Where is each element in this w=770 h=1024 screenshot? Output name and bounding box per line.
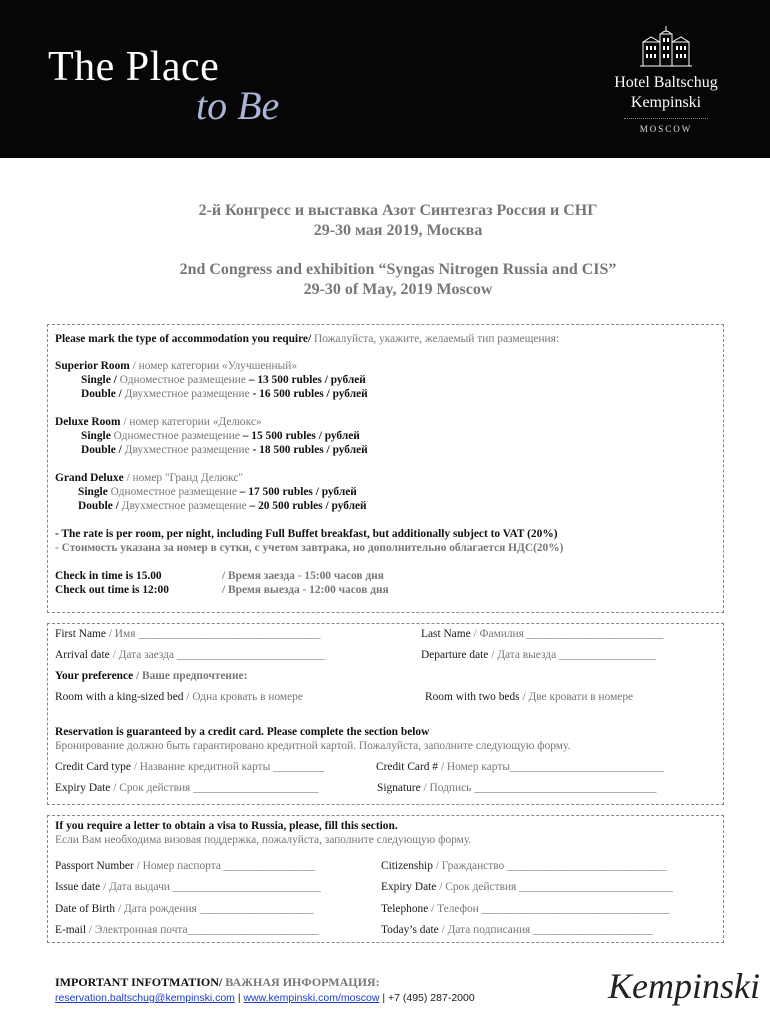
reservation-email-link[interactable]: reservation.baltschug@kempinski.com xyxy=(55,992,235,1004)
hotel-city: MOSCOW xyxy=(639,124,693,134)
important-info-heading: IMPORTANT INFOTMATION/ ВАЖНАЯ ИНФОРМАЦИЯ: xyxy=(55,975,380,989)
contact-line: reservation.baltschug@kempinski.com | www.kempinski.com/moscow | +7 (495) 287-2000 xyxy=(55,992,475,1004)
passport-number-field[interactable]: Passport Number / Номер паспорта ________________ xyxy=(55,860,315,872)
first-name-field[interactable]: First Name / Имя ________________________________ xyxy=(55,628,321,640)
hotel-building-icon xyxy=(639,24,693,68)
guarantee-heading-ru: Бронирование должно быть гарантировано кредитной картой. Пожалуйста, заполните следующую форму. xyxy=(55,740,571,752)
telephone-field[interactable]: Telephone / Телефон _________________________________ xyxy=(381,903,670,915)
king-bed-option[interactable]: Room with a king-sized bed / Одна кровать в номере xyxy=(55,691,303,703)
tagline-line1: The Place xyxy=(48,44,220,90)
visa-heading-ru: Если Вам необходима визовая поддержка, пожалуйста, заполните следующую форму. xyxy=(55,834,472,846)
hotel-name-line1: Hotel Baltschug xyxy=(614,74,718,91)
two-beds-option[interactable]: Room with two beds / Две кровати в номере xyxy=(425,691,634,703)
title-en-line1: 2nd Congress and exhibition “Syngas Nitrogen Russia and CIS” xyxy=(179,261,617,278)
card-type-field[interactable]: Credit Card type / Название кредитной карты _________ xyxy=(55,761,325,773)
title-en-line2: 29-30 of May, 2019 Moscow xyxy=(303,281,493,298)
date-of-birth-field[interactable]: Date of Birth / Дата рождения ____________________ xyxy=(55,903,314,915)
card-expiry-field[interactable]: Expiry Date / Срок действия ______________________ xyxy=(55,782,319,794)
deluxe-room-heading: Deluxe Room / номер категории «Делюкс» xyxy=(55,416,262,428)
deluxe-single-option[interactable]: Single Одноместное размещение – 15 500 rubles / рублей xyxy=(81,430,360,442)
guarantee-heading-en: Reservation is guaranteed by a credit card. Please complete the section below xyxy=(55,726,430,738)
grand-single-option[interactable]: Single Одноместное размещение – 17 500 rubles / рублей xyxy=(78,486,357,498)
visa-heading-en: If you require a letter to obtain a visa to Russia, please, fill this section. xyxy=(55,820,398,832)
checkin-en: Check in time is 15.00 xyxy=(55,570,162,582)
header-banner xyxy=(0,0,770,158)
phone-number: +7 (495) 287-2000 xyxy=(387,992,475,1004)
rate-note-ru: - Стоимость указана за номер в сутки, с учетом завтрака, но дополнительно облагается НДС(20%) xyxy=(55,542,564,554)
grand-double-option[interactable]: Double / Двухместное размещение – 20 500 rubles / рублей xyxy=(78,500,367,512)
passport-expiry-field[interactable]: Expiry Date / Срок действия ___________________________ xyxy=(381,881,673,893)
checkout-en: Check out time is 12:00 xyxy=(55,584,169,596)
title-ru-line2: 29-30 мая 2019, Москва xyxy=(313,222,483,239)
superior-room-heading: Superior Room / номер категории «Улучшенный» xyxy=(55,360,298,372)
website-link[interactable]: www.kempinski.com/moscow xyxy=(243,992,380,1004)
tagline-line2: to Be xyxy=(196,83,280,128)
checkout-ru: / Время выезда - 12:00 часов дня xyxy=(222,584,389,596)
todays-date-field[interactable]: Today’s date / Дата подписания _____________________ xyxy=(381,924,653,936)
email-field[interactable]: E-mail / Электронная почта_______________________ xyxy=(55,924,319,936)
hotel-name-line2: Kempinski xyxy=(630,94,702,111)
departure-date-field[interactable]: Departure date / Дата выезда _________________ xyxy=(421,649,656,661)
arrival-date-field[interactable]: Arrival date / Дата заезда __________________________ xyxy=(55,649,325,661)
superior-single-option[interactable]: Single / Одноместное размещение – 13 500 rubles / рублей xyxy=(81,374,366,386)
title-ru-line1: 2-й Конгресс и выставка Азот Синтезгаз Россия и СНГ xyxy=(198,202,598,219)
hotel-divider xyxy=(624,118,708,119)
card-number-field[interactable]: Credit Card # / Номер карты___________________________ xyxy=(376,761,664,773)
hotel-logo xyxy=(596,24,736,140)
superior-double-option[interactable]: Double / Двухместное размещение - 16 500 rubles / рублей xyxy=(81,388,368,400)
kempinski-signature-logo: Kempinski xyxy=(608,966,760,1006)
citizenship-field[interactable]: Citizenship / Гражданство ____________________________ xyxy=(381,860,667,872)
checkin-ru: / Время заезда - 15:00 часов дня xyxy=(222,570,384,582)
issue-date-field[interactable]: Issue date / Дата выдачи __________________________ xyxy=(55,881,321,893)
accommodation-prompt: Please mark the type of accommodation you require/ Пожалуйста, укажите, желаемый тип размещения: xyxy=(55,333,560,345)
rate-note-en: - The rate is per room, per night, including Full Buffet breakfast, but additionally subject to VAT (20%) xyxy=(55,528,558,540)
grand-deluxe-heading: Grand Deluxe / номер "Гранд Делюкс" xyxy=(55,472,244,484)
deluxe-double-option[interactable]: Double / Двухместное размещение - 18 500 rubles / рублей xyxy=(81,444,368,456)
preference-heading: Your preference / Ваше предпочтение: xyxy=(55,670,248,682)
last-name-field[interactable]: Last Name / Фамилия ________________________ xyxy=(421,628,664,640)
signature-field[interactable]: Signature / Подпись ________________________________ xyxy=(377,782,657,794)
